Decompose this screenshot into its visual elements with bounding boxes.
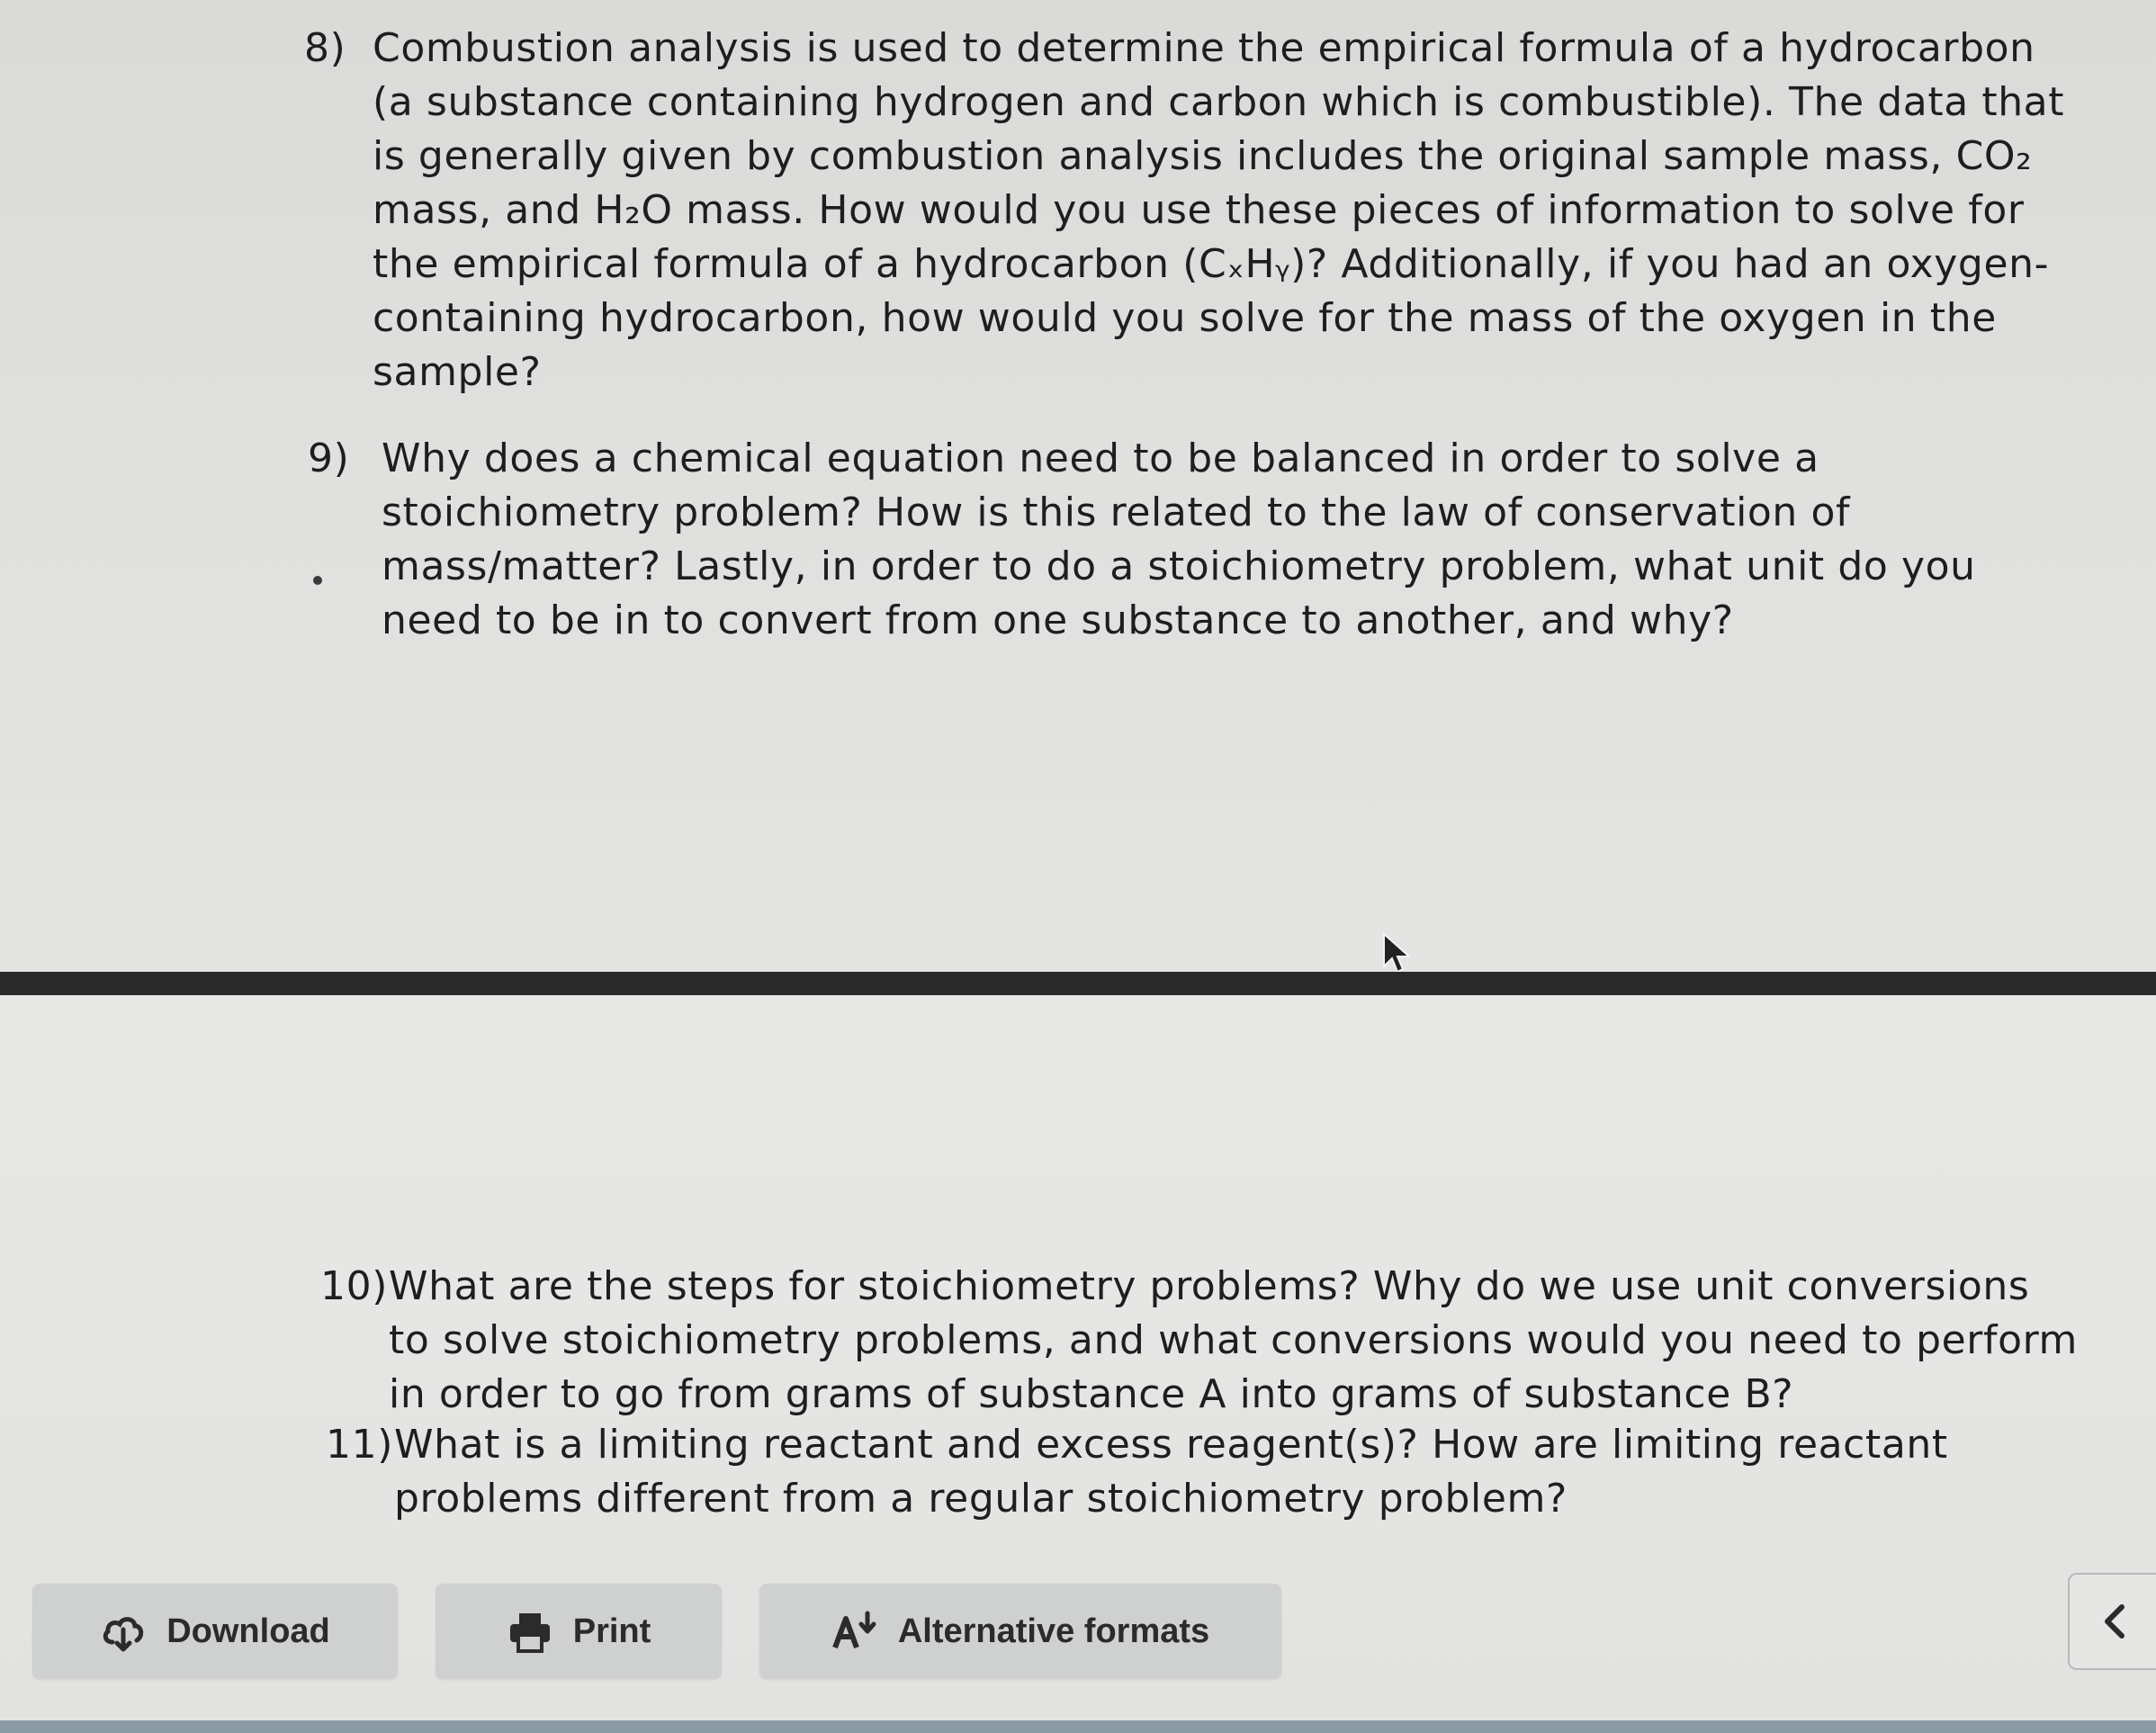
question-line: Combustion analysis is used to determine the empirical formula of a hydrocarbon (373, 25, 2035, 71)
question-number: 10) (320, 1263, 388, 1309)
question-line: mass/matter? Lastly, in order to do a stoichiometry problem, what unit do you (382, 543, 1976, 589)
question-line: in order to go from grams of substance A into grams of substance B? (389, 1371, 1794, 1417)
question-line: containing hydrocarbon, how would you solve for the mass of the oxygen in the (373, 295, 1997, 341)
page-divider (0, 972, 2156, 995)
question-line: the empirical formula of a hydrocarbon (CₓHᵧ)? Additionally, if you had an oxygen- (373, 241, 2050, 287)
chevron-left-icon (2097, 1600, 2133, 1643)
question-line: Why does a chemical equation need to be balanced in order to solve a (382, 435, 1819, 481)
download-label: Download (166, 1612, 330, 1650)
question-line: need to be in to convert from one substance to another, and why? (382, 597, 1734, 643)
question-text (389, 1260, 2078, 1422)
question-line: What is a limiting reactant and excess reagent(s)? How are limiting reactant (394, 1422, 1948, 1468)
alternative-formats-button[interactable] (759, 1584, 1281, 1679)
question-number: 11) (326, 1422, 393, 1468)
collapse-panel-button[interactable] (2068, 1573, 2156, 1670)
question-11 (326, 1418, 2035, 1526)
question-number: 8) (304, 25, 346, 71)
mouse-cursor-icon (1382, 932, 1413, 975)
question-line: mass, and H₂O mass. How would you use these pieces of information to solve for (373, 187, 2025, 233)
question-line: stoichiometry problem? How is this related to the law of conservation of (382, 489, 1851, 535)
print-button[interactable] (436, 1584, 722, 1679)
question-text (394, 1418, 1948, 1526)
screen-bottom-edge (0, 1720, 2156, 1733)
print-label: Print (572, 1612, 651, 1650)
question-line: What are the steps for stoichiometry problems? Why do we use unit conversions (389, 1263, 2030, 1309)
question-line: sample? (373, 349, 542, 395)
question-line: to solve stoichiometry problems, and what conversions would you need to perform (389, 1317, 2078, 1363)
cloud-download-icon (100, 1608, 147, 1655)
question-text (373, 22, 2064, 400)
alternative-formats-icon (831, 1608, 878, 1655)
question-line: (a substance containing hydrogen and carbon which is combustible). The data that (373, 79, 2065, 125)
question-8 (304, 22, 2065, 400)
question-number: 9) (308, 435, 350, 481)
question-9 (308, 432, 2017, 648)
question-line: problems different from a regular stoichiometry problem? (394, 1476, 1568, 1522)
question-text (382, 432, 1976, 648)
question-10 (320, 1260, 2078, 1422)
alternative-formats-label: Alternative formats (897, 1612, 1210, 1650)
download-button[interactable] (32, 1584, 398, 1679)
stray-mark (313, 576, 322, 585)
question-line: is generally given by combustion analysis includes the original sample mass, CO₂ (373, 133, 2033, 179)
printer-icon (507, 1608, 553, 1655)
